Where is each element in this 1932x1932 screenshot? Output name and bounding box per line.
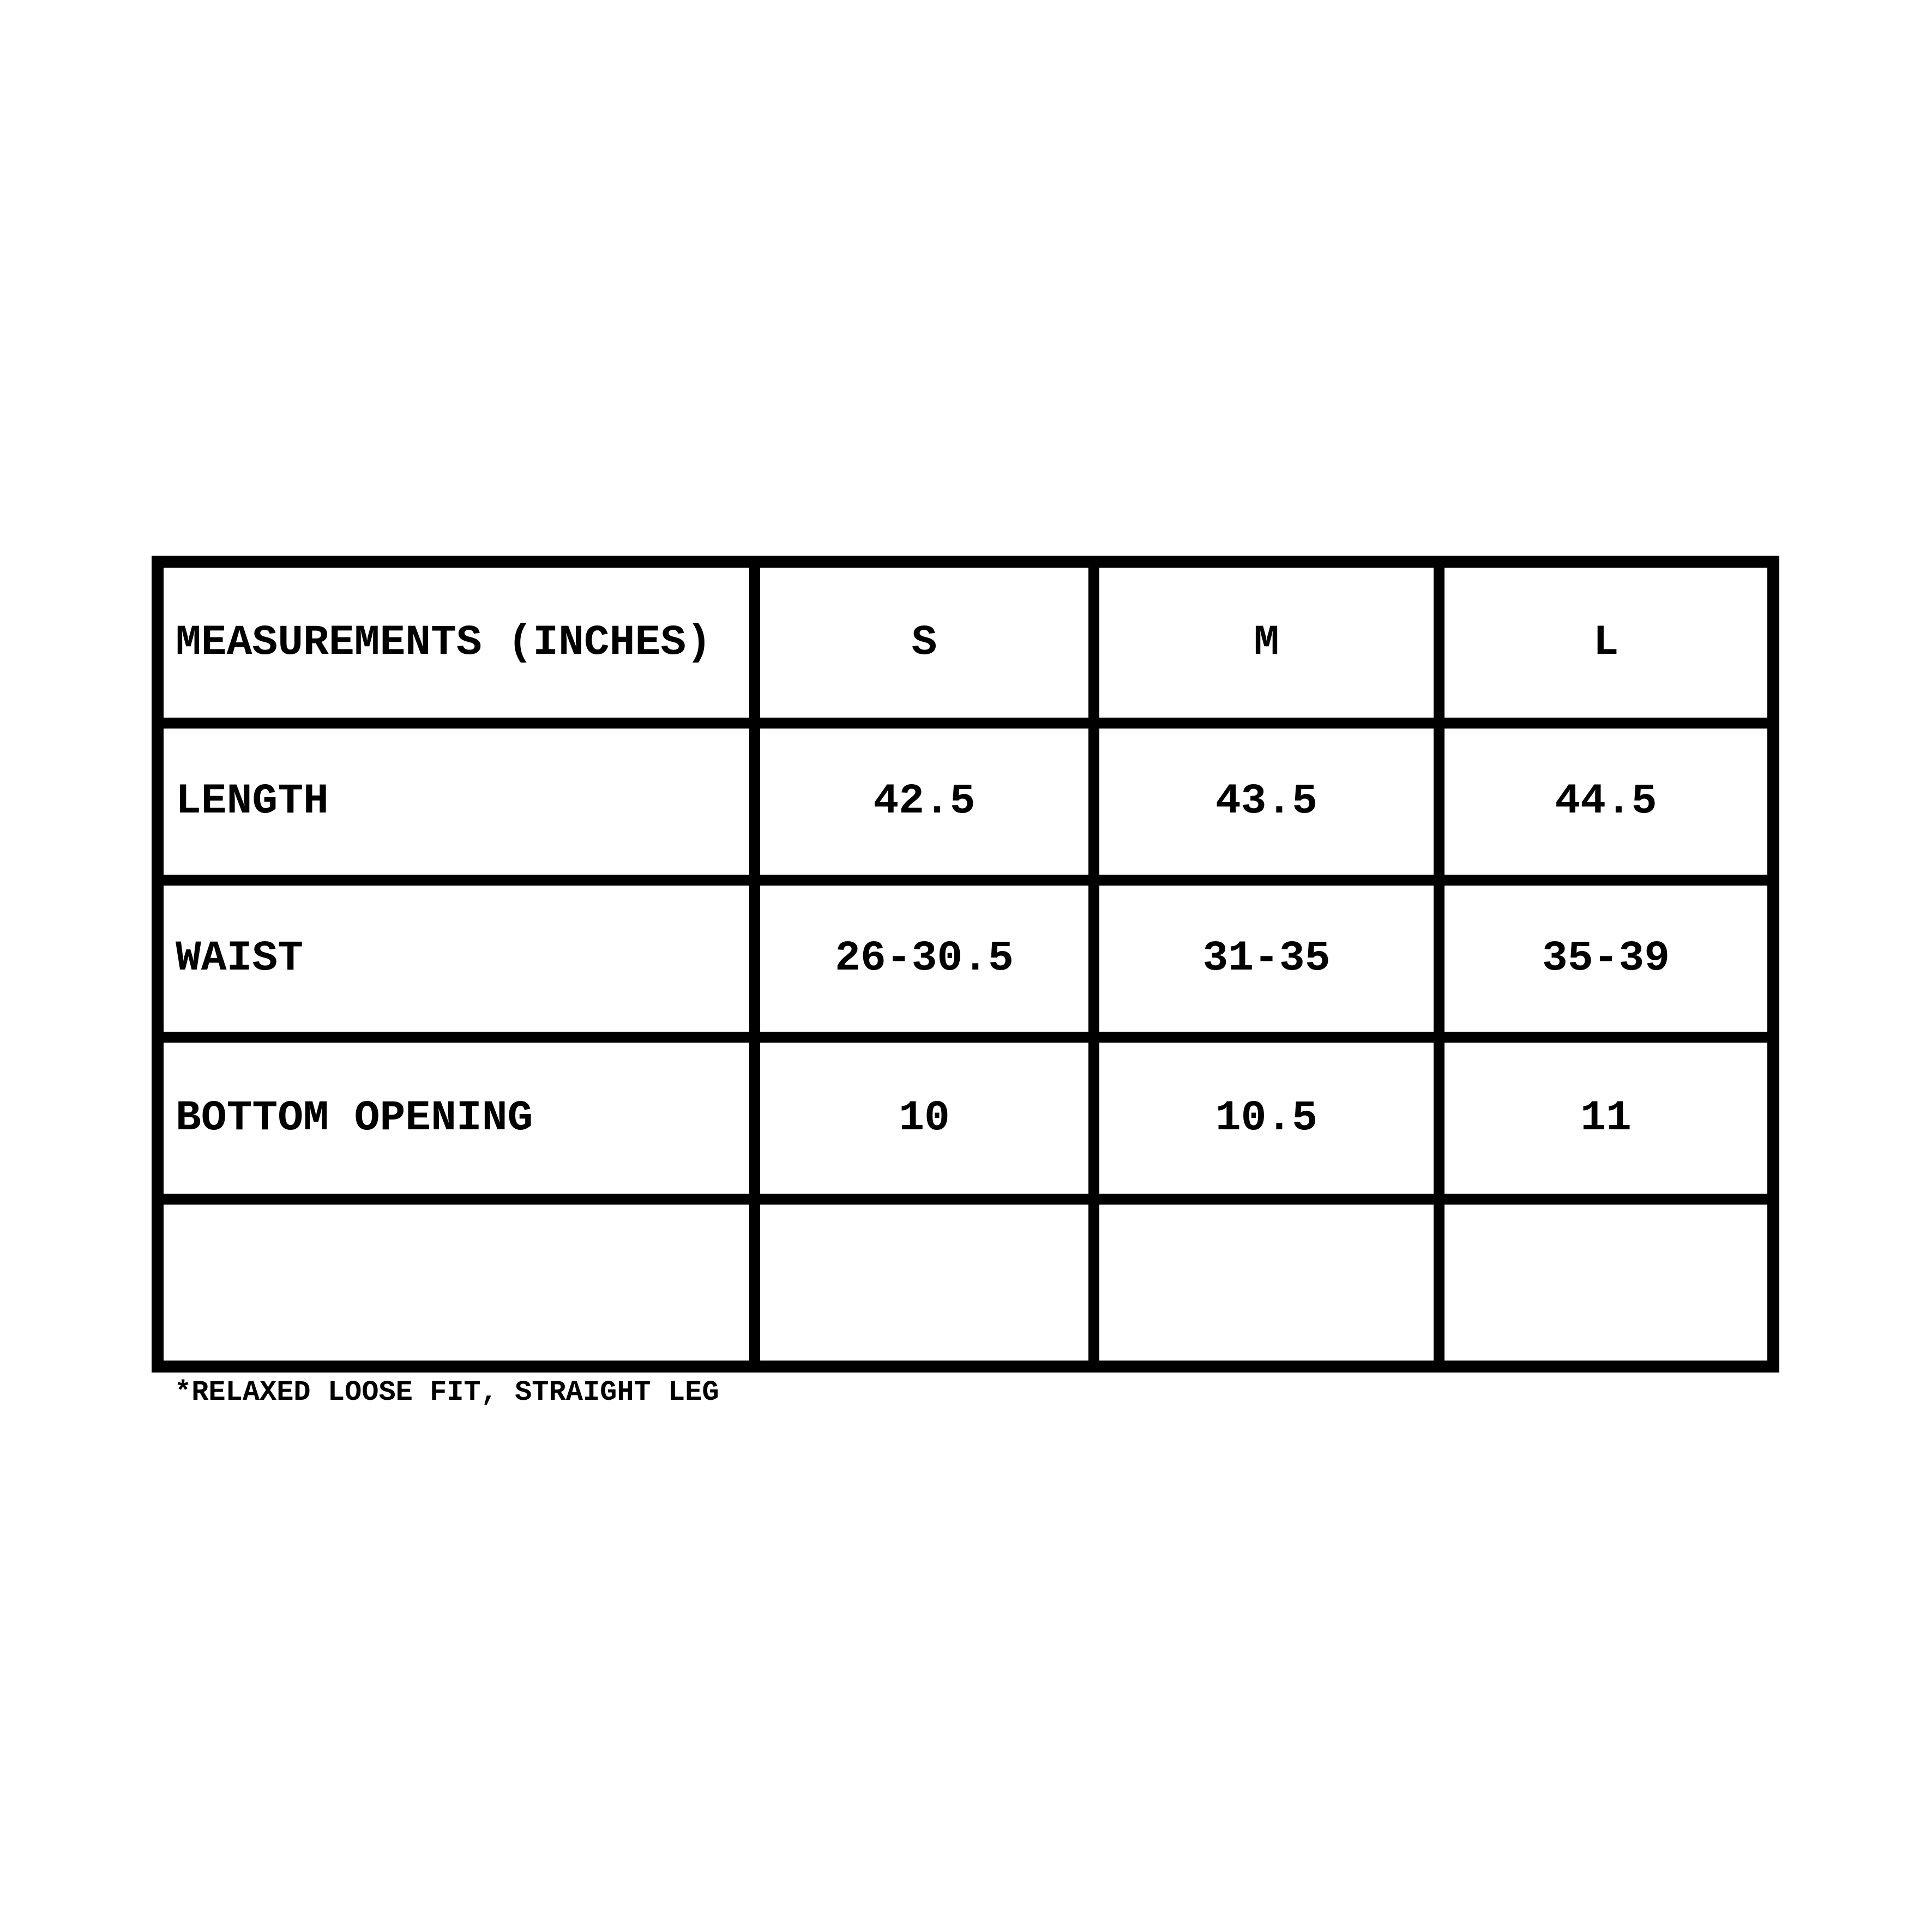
- row-label-waist: WAIST: [164, 886, 749, 1032]
- cell-length-m: 43.5: [1099, 729, 1434, 875]
- row-label-bottom-opening: BOTTOM OPENING: [164, 1043, 749, 1194]
- cell-bottom-opening-l: 11: [1445, 1043, 1767, 1194]
- header-size-s: S: [760, 568, 1088, 718]
- header-measurements-inches: MEASUREMENTS (INCHES): [164, 568, 749, 718]
- header-size-l: L: [1445, 568, 1767, 718]
- cell-length-l: 44.5: [1445, 729, 1767, 875]
- cell-empty-m: [1099, 1205, 1434, 1361]
- row-label-empty: [164, 1205, 749, 1361]
- size-chart-footnote: *RELAXED LOOSE FIT, STRAIGHT LEG: [174, 1376, 719, 1409]
- cell-length-s: 42.5: [760, 729, 1088, 875]
- row-label-length: LENGTH: [164, 729, 749, 875]
- cell-bottom-opening-m: 10.5: [1099, 1043, 1434, 1194]
- cell-waist-m: 31-35: [1099, 886, 1434, 1032]
- cell-empty-s: [760, 1205, 1088, 1361]
- cell-bottom-opening-s: 10: [760, 1043, 1088, 1194]
- cell-empty-l: [1445, 1205, 1767, 1361]
- cell-waist-s: 26-30.5: [760, 886, 1088, 1032]
- size-chart-table: [152, 556, 1779, 1373]
- header-size-m: M: [1099, 568, 1434, 718]
- cell-waist-l: 35-39: [1445, 886, 1767, 1032]
